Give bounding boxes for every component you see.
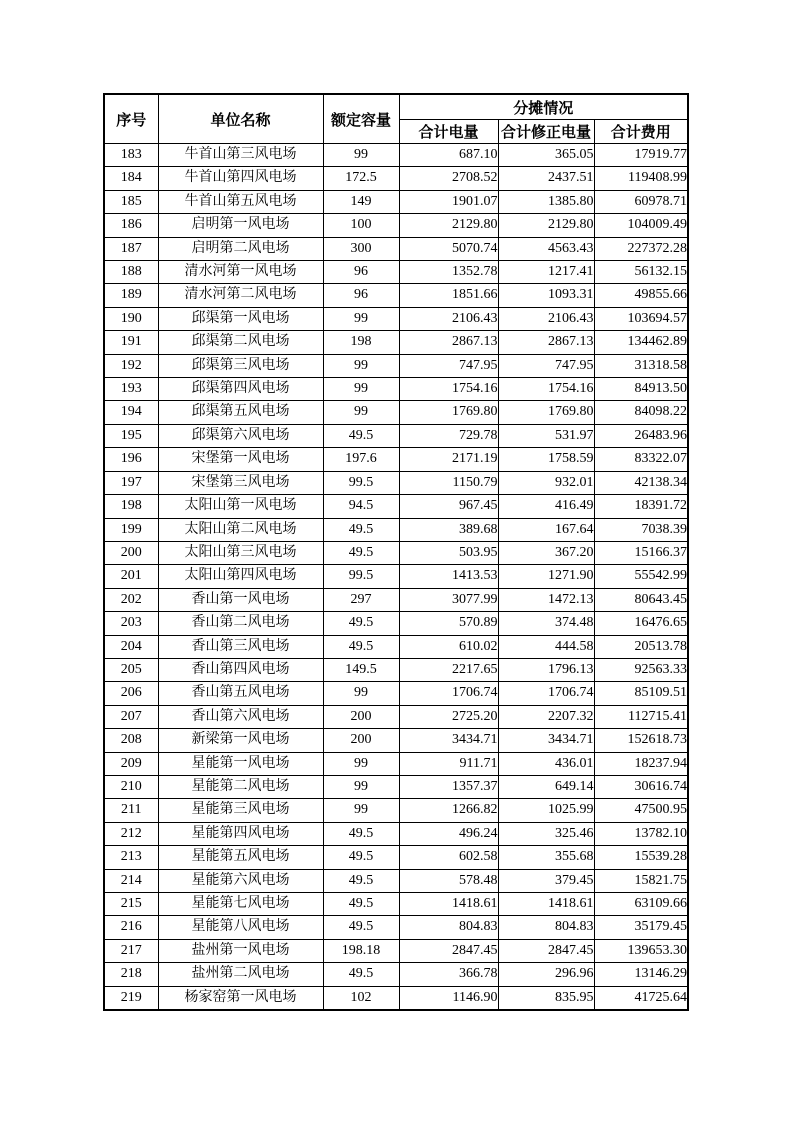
- cell-rated-capacity: 99: [323, 144, 399, 167]
- allocation-table: [103, 93, 689, 1011]
- cell-total-cost: 18391.72: [594, 495, 688, 518]
- cell-rated-capacity: 49.5: [323, 518, 399, 541]
- cell-total-energy: 804.83: [399, 916, 498, 939]
- cell-total-cost: 35179.45: [594, 916, 688, 939]
- cell-total-cost: 134462.89: [594, 331, 688, 354]
- cell-corrected-energy: 1796.13: [498, 658, 594, 681]
- table-row: [104, 448, 688, 471]
- cell-serial-number: 188: [104, 261, 158, 284]
- header-serial-number: 序号: [104, 94, 158, 144]
- cell-corrected-energy: 416.49: [498, 495, 594, 518]
- cell-serial-number: 197: [104, 471, 158, 494]
- cell-corrected-energy: 355.68: [498, 846, 594, 869]
- cell-corrected-energy: 3434.71: [498, 729, 594, 752]
- table-row: [104, 588, 688, 611]
- cell-total-energy: 1413.53: [399, 565, 498, 588]
- cell-rated-capacity: 96: [323, 284, 399, 307]
- cell-serial-number: 202: [104, 588, 158, 611]
- cell-total-energy: 747.95: [399, 354, 498, 377]
- cell-rated-capacity: 94.5: [323, 495, 399, 518]
- table-row: [104, 939, 688, 962]
- table-row: [104, 331, 688, 354]
- table-row: [104, 237, 688, 260]
- cell-unit-name: 太阳山第三风电场: [158, 541, 323, 564]
- cell-total-cost: 15821.75: [594, 869, 688, 892]
- cell-corrected-energy: 2129.80: [498, 214, 594, 237]
- cell-total-energy: 1418.61: [399, 893, 498, 916]
- table-row: [104, 284, 688, 307]
- header-rated-capacity: 额定容量: [323, 94, 399, 144]
- cell-serial-number: 211: [104, 799, 158, 822]
- cell-rated-capacity: 99: [323, 752, 399, 775]
- cell-total-energy: 3434.71: [399, 729, 498, 752]
- cell-corrected-energy: 1758.59: [498, 448, 594, 471]
- cell-total-cost: 26483.96: [594, 424, 688, 447]
- cell-total-energy: 2129.80: [399, 214, 498, 237]
- header-row-main: [104, 94, 688, 120]
- table-row: [104, 775, 688, 798]
- cell-corrected-energy: 325.46: [498, 822, 594, 845]
- cell-total-cost: 20513.78: [594, 635, 688, 658]
- cell-unit-name: 盐州第一风电场: [158, 939, 323, 962]
- cell-unit-name: 星能第五风电场: [158, 846, 323, 869]
- cell-rated-capacity: 297: [323, 588, 399, 611]
- table-row: [104, 261, 688, 284]
- cell-corrected-energy: 649.14: [498, 775, 594, 798]
- cell-unit-name: 星能第四风电场: [158, 822, 323, 845]
- cell-unit-name: 香山第三风电场: [158, 635, 323, 658]
- table-row: [104, 565, 688, 588]
- cell-serial-number: 200: [104, 541, 158, 564]
- cell-total-cost: 92563.33: [594, 658, 688, 681]
- cell-total-energy: 1146.90: [399, 986, 498, 1010]
- cell-corrected-energy: 1769.80: [498, 401, 594, 424]
- cell-total-cost: 227372.28: [594, 237, 688, 260]
- cell-serial-number: 196: [104, 448, 158, 471]
- cell-corrected-energy: 444.58: [498, 635, 594, 658]
- table-header: [104, 94, 688, 144]
- cell-total-cost: 56132.15: [594, 261, 688, 284]
- cell-total-energy: 496.24: [399, 822, 498, 845]
- cell-serial-number: 219: [104, 986, 158, 1010]
- cell-rated-capacity: 99: [323, 775, 399, 798]
- cell-corrected-energy: 1418.61: [498, 893, 594, 916]
- cell-unit-name: 邱渠第五风电场: [158, 401, 323, 424]
- cell-unit-name: 太阳山第四风电场: [158, 565, 323, 588]
- cell-total-cost: 103694.57: [594, 307, 688, 330]
- cell-total-cost: 104009.49: [594, 214, 688, 237]
- cell-rated-capacity: 96: [323, 261, 399, 284]
- cell-serial-number: 206: [104, 682, 158, 705]
- cell-rated-capacity: 49.5: [323, 916, 399, 939]
- cell-total-cost: 49855.66: [594, 284, 688, 307]
- cell-total-cost: 30616.74: [594, 775, 688, 798]
- cell-total-energy: 1754.16: [399, 378, 498, 401]
- cell-serial-number: 208: [104, 729, 158, 752]
- cell-total-cost: 41725.64: [594, 986, 688, 1010]
- cell-rated-capacity: 99: [323, 682, 399, 705]
- cell-unit-name: 香山第六风电场: [158, 705, 323, 728]
- cell-total-energy: 911.71: [399, 752, 498, 775]
- cell-rated-capacity: 49.5: [323, 846, 399, 869]
- cell-unit-name: 星能第一风电场: [158, 752, 323, 775]
- table-row: [104, 354, 688, 377]
- cell-unit-name: 星能第七风电场: [158, 893, 323, 916]
- table-row: [104, 822, 688, 845]
- cell-serial-number: 205: [104, 658, 158, 681]
- cell-unit-name: 太阳山第二风电场: [158, 518, 323, 541]
- cell-unit-name: 宋堡第一风电场: [158, 448, 323, 471]
- cell-serial-number: 215: [104, 893, 158, 916]
- table-body: [104, 144, 688, 1011]
- header-total-cost: 合计费用: [594, 120, 688, 144]
- cell-total-cost: 152618.73: [594, 729, 688, 752]
- cell-unit-name: 香山第五风电场: [158, 682, 323, 705]
- cell-total-energy: 1769.80: [399, 401, 498, 424]
- cell-total-energy: 578.48: [399, 869, 498, 892]
- cell-unit-name: 牛首山第三风电场: [158, 144, 323, 167]
- cell-total-energy: 729.78: [399, 424, 498, 447]
- cell-unit-name: 新梁第一风电场: [158, 729, 323, 752]
- cell-total-cost: 47500.95: [594, 799, 688, 822]
- cell-rated-capacity: 99: [323, 378, 399, 401]
- cell-corrected-energy: 804.83: [498, 916, 594, 939]
- cell-total-cost: 83322.07: [594, 448, 688, 471]
- cell-total-energy: 570.89: [399, 612, 498, 635]
- cell-rated-capacity: 49.5: [323, 541, 399, 564]
- cell-total-cost: 17919.77: [594, 144, 688, 167]
- cell-rated-capacity: 49.5: [323, 869, 399, 892]
- header-allocation-group: 分摊情况: [399, 94, 688, 120]
- cell-total-cost: 16476.65: [594, 612, 688, 635]
- cell-corrected-energy: 367.20: [498, 541, 594, 564]
- cell-unit-name: 牛首山第五风电场: [158, 190, 323, 213]
- cell-total-cost: 55542.99: [594, 565, 688, 588]
- cell-unit-name: 邱渠第四风电场: [158, 378, 323, 401]
- cell-rated-capacity: 197.6: [323, 448, 399, 471]
- cell-corrected-energy: 1706.74: [498, 682, 594, 705]
- cell-total-energy: 2847.45: [399, 939, 498, 962]
- cell-serial-number: 198: [104, 495, 158, 518]
- cell-corrected-energy: 2106.43: [498, 307, 594, 330]
- cell-unit-name: 香山第二风电场: [158, 612, 323, 635]
- cell-unit-name: 星能第六风电场: [158, 869, 323, 892]
- cell-serial-number: 186: [104, 214, 158, 237]
- cell-total-energy: 366.78: [399, 963, 498, 986]
- cell-total-energy: 1706.74: [399, 682, 498, 705]
- cell-total-energy: 2708.52: [399, 167, 498, 190]
- table-row: [104, 635, 688, 658]
- cell-total-cost: 13782.10: [594, 822, 688, 845]
- cell-unit-name: 星能第三风电场: [158, 799, 323, 822]
- cell-rated-capacity: 49.5: [323, 822, 399, 845]
- cell-unit-name: 启明第二风电场: [158, 237, 323, 260]
- cell-total-energy: 610.02: [399, 635, 498, 658]
- table-row: [104, 190, 688, 213]
- cell-corrected-energy: 747.95: [498, 354, 594, 377]
- cell-corrected-energy: 167.64: [498, 518, 594, 541]
- cell-corrected-energy: 1754.16: [498, 378, 594, 401]
- table-container: [103, 93, 689, 1011]
- cell-rated-capacity: 300: [323, 237, 399, 260]
- cell-total-cost: 18237.94: [594, 752, 688, 775]
- cell-serial-number: 210: [104, 775, 158, 798]
- table-row: [104, 986, 688, 1010]
- table-row: [104, 401, 688, 424]
- cell-unit-name: 杨家窑第一风电场: [158, 986, 323, 1010]
- cell-unit-name: 香山第四风电场: [158, 658, 323, 681]
- cell-total-energy: 503.95: [399, 541, 498, 564]
- cell-corrected-energy: 2437.51: [498, 167, 594, 190]
- cell-total-energy: 1266.82: [399, 799, 498, 822]
- table-row: [104, 682, 688, 705]
- table-row: [104, 471, 688, 494]
- cell-unit-name: 邱渠第一风电场: [158, 307, 323, 330]
- cell-rated-capacity: 102: [323, 986, 399, 1010]
- cell-corrected-energy: 1025.99: [498, 799, 594, 822]
- cell-total-cost: 15539.28: [594, 846, 688, 869]
- cell-total-cost: 60978.71: [594, 190, 688, 213]
- cell-total-cost: 139653.30: [594, 939, 688, 962]
- table-row: [104, 729, 688, 752]
- table-row: [104, 612, 688, 635]
- header-unit-name: 单位名称: [158, 94, 323, 144]
- cell-serial-number: 207: [104, 705, 158, 728]
- cell-serial-number: 213: [104, 846, 158, 869]
- cell-rated-capacity: 49.5: [323, 963, 399, 986]
- cell-total-energy: 1150.79: [399, 471, 498, 494]
- cell-corrected-energy: 531.97: [498, 424, 594, 447]
- cell-total-cost: 84098.22: [594, 401, 688, 424]
- table-row: [104, 167, 688, 190]
- cell-unit-name: 太阳山第一风电场: [158, 495, 323, 518]
- header-total-energy: 合计电量: [399, 120, 498, 144]
- cell-rated-capacity: 198.18: [323, 939, 399, 962]
- cell-corrected-energy: 932.01: [498, 471, 594, 494]
- table-row: [104, 144, 688, 167]
- table-row: [104, 658, 688, 681]
- header-corrected-energy: 合计修正电量: [498, 120, 594, 144]
- table-row: [104, 916, 688, 939]
- cell-serial-number: 195: [104, 424, 158, 447]
- cell-serial-number: 190: [104, 307, 158, 330]
- cell-rated-capacity: 49.5: [323, 635, 399, 658]
- cell-total-energy: 3077.99: [399, 588, 498, 611]
- cell-total-energy: 602.58: [399, 846, 498, 869]
- cell-rated-capacity: 49.5: [323, 612, 399, 635]
- cell-total-energy: 2725.20: [399, 705, 498, 728]
- table-row: [104, 378, 688, 401]
- cell-total-energy: 1352.78: [399, 261, 498, 284]
- cell-rated-capacity: 49.5: [323, 424, 399, 447]
- cell-total-cost: 31318.58: [594, 354, 688, 377]
- cell-total-cost: 85109.51: [594, 682, 688, 705]
- cell-unit-name: 星能第八风电场: [158, 916, 323, 939]
- cell-rated-capacity: 99.5: [323, 471, 399, 494]
- cell-unit-name: 盐州第二风电场: [158, 963, 323, 986]
- cell-serial-number: 216: [104, 916, 158, 939]
- cell-rated-capacity: 149: [323, 190, 399, 213]
- cell-serial-number: 199: [104, 518, 158, 541]
- cell-serial-number: 203: [104, 612, 158, 635]
- cell-rated-capacity: 99: [323, 307, 399, 330]
- cell-total-cost: 80643.45: [594, 588, 688, 611]
- cell-serial-number: 193: [104, 378, 158, 401]
- cell-serial-number: 185: [104, 190, 158, 213]
- cell-serial-number: 189: [104, 284, 158, 307]
- cell-rated-capacity: 99.5: [323, 565, 399, 588]
- cell-total-cost: 119408.99: [594, 167, 688, 190]
- table-row: [104, 893, 688, 916]
- cell-serial-number: 214: [104, 869, 158, 892]
- cell-corrected-energy: 1217.41: [498, 261, 594, 284]
- cell-serial-number: 217: [104, 939, 158, 962]
- table-row: [104, 307, 688, 330]
- cell-serial-number: 212: [104, 822, 158, 845]
- cell-total-energy: 1851.66: [399, 284, 498, 307]
- cell-rated-capacity: 200: [323, 705, 399, 728]
- table-row: [104, 752, 688, 775]
- cell-serial-number: 209: [104, 752, 158, 775]
- cell-corrected-energy: 4563.43: [498, 237, 594, 260]
- cell-rated-capacity: 100: [323, 214, 399, 237]
- cell-total-cost: 42138.34: [594, 471, 688, 494]
- cell-total-cost: 7038.39: [594, 518, 688, 541]
- cell-serial-number: 218: [104, 963, 158, 986]
- cell-unit-name: 启明第一风电场: [158, 214, 323, 237]
- table-row: [104, 846, 688, 869]
- cell-corrected-energy: 365.05: [498, 144, 594, 167]
- cell-total-energy: 1901.07: [399, 190, 498, 213]
- cell-rated-capacity: 99: [323, 354, 399, 377]
- table-row: [104, 869, 688, 892]
- cell-rated-capacity: 99: [323, 799, 399, 822]
- cell-unit-name: 牛首山第四风电场: [158, 167, 323, 190]
- table-row: [104, 518, 688, 541]
- cell-unit-name: 宋堡第三风电场: [158, 471, 323, 494]
- table-row: [104, 495, 688, 518]
- cell-total-energy: 1357.37: [399, 775, 498, 798]
- cell-total-cost: 112715.41: [594, 705, 688, 728]
- table-row: [104, 705, 688, 728]
- cell-total-energy: 2217.65: [399, 658, 498, 681]
- cell-serial-number: 192: [104, 354, 158, 377]
- cell-unit-name: 邱渠第六风电场: [158, 424, 323, 447]
- cell-corrected-energy: 2867.13: [498, 331, 594, 354]
- cell-unit-name: 清水河第二风电场: [158, 284, 323, 307]
- cell-total-energy: 5070.74: [399, 237, 498, 260]
- cell-unit-name: 香山第一风电场: [158, 588, 323, 611]
- cell-total-energy: 967.45: [399, 495, 498, 518]
- cell-serial-number: 201: [104, 565, 158, 588]
- cell-total-cost: 13146.29: [594, 963, 688, 986]
- cell-corrected-energy: 379.45: [498, 869, 594, 892]
- cell-total-energy: 687.10: [399, 144, 498, 167]
- cell-corrected-energy: 1385.80: [498, 190, 594, 213]
- cell-corrected-energy: 296.96: [498, 963, 594, 986]
- table-row: [104, 963, 688, 986]
- cell-rated-capacity: 200: [323, 729, 399, 752]
- cell-unit-name: 邱渠第三风电场: [158, 354, 323, 377]
- cell-rated-capacity: 49.5: [323, 893, 399, 916]
- cell-serial-number: 194: [104, 401, 158, 424]
- cell-serial-number: 184: [104, 167, 158, 190]
- cell-total-energy: 2867.13: [399, 331, 498, 354]
- cell-unit-name: 星能第二风电场: [158, 775, 323, 798]
- table-row: [104, 424, 688, 447]
- cell-total-cost: 15166.37: [594, 541, 688, 564]
- cell-corrected-energy: 1472.13: [498, 588, 594, 611]
- cell-total-cost: 84913.50: [594, 378, 688, 401]
- cell-total-energy: 2171.19: [399, 448, 498, 471]
- cell-rated-capacity: 198: [323, 331, 399, 354]
- cell-corrected-energy: 1093.31: [498, 284, 594, 307]
- table-row: [104, 541, 688, 564]
- cell-rated-capacity: 149.5: [323, 658, 399, 681]
- cell-rated-capacity: 172.5: [323, 167, 399, 190]
- cell-corrected-energy: 2207.32: [498, 705, 594, 728]
- cell-unit-name: 清水河第一风电场: [158, 261, 323, 284]
- cell-serial-number: 204: [104, 635, 158, 658]
- cell-total-cost: 63109.66: [594, 893, 688, 916]
- table-row: [104, 799, 688, 822]
- cell-serial-number: 183: [104, 144, 158, 167]
- cell-corrected-energy: 374.48: [498, 612, 594, 635]
- cell-corrected-energy: 2847.45: [498, 939, 594, 962]
- cell-unit-name: 邱渠第二风电场: [158, 331, 323, 354]
- cell-serial-number: 191: [104, 331, 158, 354]
- cell-serial-number: 187: [104, 237, 158, 260]
- cell-rated-capacity: 99: [323, 401, 399, 424]
- cell-total-energy: 389.68: [399, 518, 498, 541]
- cell-corrected-energy: 1271.90: [498, 565, 594, 588]
- table-row: [104, 214, 688, 237]
- cell-corrected-energy: 436.01: [498, 752, 594, 775]
- cell-total-energy: 2106.43: [399, 307, 498, 330]
- cell-corrected-energy: 835.95: [498, 986, 594, 1010]
